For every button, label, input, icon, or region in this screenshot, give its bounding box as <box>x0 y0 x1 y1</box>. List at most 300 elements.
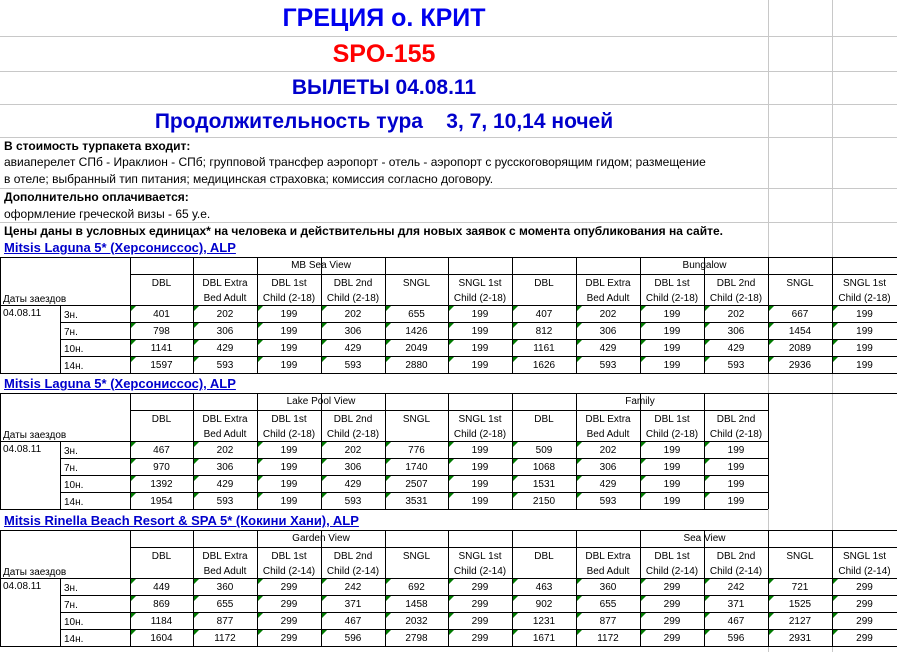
spo-code: SPO-155 <box>332 40 436 68</box>
column-header-line2: Child (2-18) <box>709 293 763 304</box>
column-header-line2: Child (2-18) <box>262 429 316 440</box>
price-cell[interactable]: 1597 <box>150 360 173 371</box>
price-cell[interactable]: 202 <box>344 309 362 320</box>
comment-marker <box>513 357 518 362</box>
price-cell[interactable]: 429 <box>344 343 362 354</box>
departures-heading: ВЫЛЕТЫ 04.08.11 <box>291 76 477 99</box>
comment-marker <box>131 630 136 635</box>
column-header <box>448 412 512 442</box>
column-header-line2: Bed Adult <box>586 566 630 577</box>
price-cell[interactable]: 199 <box>663 343 681 354</box>
comment-marker <box>322 596 327 601</box>
date-column-label: Даты заездов <box>3 430 67 441</box>
price-cell[interactable]: 202 <box>216 309 234 320</box>
hotel-name-link[interactable]: Mitsis Rinella Beach Resort & SPA 5* (Кокини Хани), ALP <box>4 513 359 528</box>
column-header <box>130 549 193 579</box>
price-cell[interactable]: 970 <box>153 462 170 473</box>
price-cell[interactable]: 199 <box>471 479 489 490</box>
comment-marker <box>386 340 391 345</box>
comment-marker <box>258 493 263 498</box>
column-header-line1: DBL 2nd <box>716 414 756 425</box>
price-cell[interactable]: 1604 <box>150 633 173 644</box>
column-header-line1: DBL 1st <box>654 414 690 425</box>
price-cell[interactable]: 1671 <box>532 633 556 644</box>
price-cell[interactable]: 199 <box>280 309 298 320</box>
price-cell[interactable]: 593 <box>344 496 362 507</box>
column-header-line2: Child (2-18) <box>709 429 763 440</box>
price-cell[interactable]: 2931 <box>788 633 812 644</box>
price-cell[interactable]: 877 <box>599 616 617 627</box>
price-cell[interactable]: 299 <box>471 633 489 644</box>
column-header <box>448 276 512 306</box>
price-cell[interactable]: 371 <box>727 599 745 610</box>
price-cell[interactable]: 199 <box>663 479 681 490</box>
comment-marker <box>449 476 454 481</box>
column-header <box>193 412 257 442</box>
comment-marker <box>769 613 774 618</box>
price-cell[interactable]: 242 <box>727 582 745 593</box>
comment-marker <box>641 493 646 498</box>
column-header-line2 <box>385 291 448 306</box>
comment-marker <box>258 630 263 635</box>
arrival-date: 04.08.11 <box>3 308 42 319</box>
column-header-line1: DBL 2nd <box>333 278 373 289</box>
column-header <box>768 276 832 306</box>
comment-marker <box>449 630 454 635</box>
comment-marker <box>449 323 454 328</box>
comment-marker <box>322 579 327 584</box>
comment-marker <box>833 306 838 311</box>
price-cell[interactable]: 202 <box>599 309 617 320</box>
price-cell[interactable]: 798 <box>153 326 170 337</box>
comment-marker <box>833 340 838 345</box>
price-cell[interactable]: 299 <box>280 582 298 593</box>
comment-marker <box>322 613 327 618</box>
price-cell[interactable]: 1184 <box>150 616 173 627</box>
price-cell[interactable]: 449 <box>153 582 170 593</box>
column-header-line1: SNGL 1st <box>458 551 502 562</box>
comment-marker <box>194 442 199 447</box>
price-cell[interactable]: 306 <box>344 326 362 337</box>
price-cell[interactable]: 467 <box>344 616 362 627</box>
comment-marker <box>705 493 710 498</box>
comment-marker <box>449 442 454 447</box>
price-cell[interactable]: 199 <box>727 445 745 456</box>
price-cell[interactable]: 1954 <box>150 496 173 507</box>
comment-marker <box>641 579 646 584</box>
comment-marker <box>513 306 518 311</box>
price-cell[interactable]: 407 <box>535 309 553 320</box>
price-cell[interactable]: 463 <box>535 582 553 593</box>
column-header-line1: DBL 1st <box>654 278 690 289</box>
price-cell[interactable]: 776 <box>408 445 425 456</box>
column-header-line2 <box>768 291 832 306</box>
column-header <box>704 412 768 442</box>
comment-marker <box>705 476 710 481</box>
comment-marker <box>641 613 646 618</box>
table-grid-line <box>768 393 769 509</box>
price-cell[interactable]: 869 <box>153 599 170 610</box>
column-header-line1: DBL <box>151 278 172 289</box>
price-cell[interactable]: 199 <box>471 343 489 354</box>
hotel-name-link[interactable]: Mitsis Laguna 5* (Херсониссос), ALP <box>4 376 236 391</box>
comment-marker <box>131 442 136 447</box>
price-cell[interactable]: 306 <box>727 326 745 337</box>
column-header-line2 <box>768 564 832 579</box>
column-header-line2: Child (2-18) <box>326 429 380 440</box>
comment-marker <box>641 306 646 311</box>
comment-marker <box>449 357 454 362</box>
column-header-line2: Child (2-18) <box>645 429 699 440</box>
price-cell[interactable]: 2150 <box>532 496 556 507</box>
price-cell[interactable]: 202 <box>216 445 234 456</box>
comment-marker <box>131 340 136 345</box>
column-header <box>257 276 321 306</box>
price-cell[interactable]: 199 <box>663 496 681 507</box>
price-cell[interactable]: 902 <box>535 599 553 610</box>
comment-marker <box>258 306 263 311</box>
price-cell[interactable]: 202 <box>344 445 362 456</box>
nights-label: 10н. <box>64 344 84 355</box>
column-header-line1: DBL Extra <box>585 278 631 289</box>
price-cell[interactable]: 199 <box>663 326 681 337</box>
price-cell[interactable]: 2032 <box>405 616 428 627</box>
comment-marker <box>705 596 710 601</box>
column-header-line2 <box>512 427 576 442</box>
price-cell[interactable]: 692 <box>408 582 425 593</box>
price-cell[interactable]: 199 <box>471 309 489 320</box>
comment-marker <box>386 357 391 362</box>
column-header-line2: Child (2-14) <box>262 566 316 577</box>
nights-label: 7н. <box>64 327 78 338</box>
divider <box>0 104 897 105</box>
price-cell[interactable]: 1740 <box>405 462 428 473</box>
comment-marker <box>194 630 199 635</box>
price-cell[interactable]: 199 <box>471 496 489 507</box>
price-cell[interactable]: 299 <box>280 633 298 644</box>
price-cell[interactable]: 199 <box>856 360 873 371</box>
price-cell[interactable]: 199 <box>280 462 298 473</box>
price-cell[interactable]: 467 <box>727 616 745 627</box>
column-header-line2: Child (2-18) <box>326 293 380 304</box>
comment-marker <box>769 323 774 328</box>
price-cell[interactable]: 299 <box>663 582 681 593</box>
price-cell[interactable]: 593 <box>727 360 745 371</box>
column-header-line2: Bed Adult <box>203 566 247 577</box>
price-cell[interactable]: 2880 <box>405 360 428 371</box>
comment-marker <box>641 323 646 328</box>
nights-label: 7н. <box>64 463 78 474</box>
price-cell[interactable]: 199 <box>280 445 298 456</box>
column-header-line2 <box>130 291 193 306</box>
comment-marker <box>513 493 518 498</box>
price-cell[interactable]: 199 <box>280 496 298 507</box>
comment-marker <box>833 579 838 584</box>
room-type-header: Bungalow <box>682 260 727 271</box>
comment-marker <box>449 613 454 618</box>
price-cell[interactable]: 429 <box>344 479 362 490</box>
price-cell[interactable]: 202 <box>727 309 745 320</box>
comment-marker <box>769 596 774 601</box>
price-cell[interactable]: 429 <box>727 343 745 354</box>
comment-marker <box>769 579 774 584</box>
table-grid-line <box>0 257 1 373</box>
column-header-line2: Child (2-18) <box>453 293 507 304</box>
price-cell[interactable]: 593 <box>344 360 362 371</box>
price-cell[interactable]: 1531 <box>532 479 556 490</box>
price-cell[interactable]: 299 <box>663 599 681 610</box>
comment-marker <box>705 459 710 464</box>
comment-marker <box>258 596 263 601</box>
comment-marker <box>577 357 582 362</box>
comment-marker <box>194 596 199 601</box>
comment-marker <box>322 476 327 481</box>
price-cell[interactable]: 299 <box>471 616 489 627</box>
price-cell[interactable]: 2936 <box>788 360 812 371</box>
price-cell[interactable]: 199 <box>856 309 873 320</box>
price-cell[interactable]: 199 <box>856 326 873 337</box>
comment-marker <box>705 340 710 345</box>
nights-label: 7н. <box>64 600 78 611</box>
comment-marker <box>386 493 391 498</box>
price-cell[interactable]: 199 <box>280 326 298 337</box>
price-cell[interactable]: 299 <box>280 616 298 627</box>
price-cell[interactable]: 1454 <box>788 326 812 337</box>
price-cell[interactable]: 199 <box>727 479 745 490</box>
price-cell[interactable]: 199 <box>663 445 681 456</box>
price-cell[interactable]: 655 <box>216 599 234 610</box>
price-cell[interactable]: 306 <box>216 462 234 473</box>
price-cell[interactable]: 593 <box>599 496 617 507</box>
column-header <box>704 549 768 579</box>
comment-marker <box>577 476 582 481</box>
price-cell[interactable]: 1141 <box>150 343 173 354</box>
price-cell[interactable]: 299 <box>663 616 681 627</box>
price-cell[interactable]: 401 <box>153 309 170 320</box>
nights-label: 10н. <box>64 480 84 491</box>
comment-marker <box>322 357 327 362</box>
price-cell[interactable]: 306 <box>216 326 234 337</box>
comment-marker <box>513 579 518 584</box>
comment-marker <box>322 306 327 311</box>
column-header-line1: DBL Extra <box>202 414 248 425</box>
comment-marker <box>577 630 582 635</box>
room-type-header: Garden View <box>292 533 350 544</box>
price-cell[interactable]: 655 <box>408 309 425 320</box>
price-cell[interactable]: 360 <box>216 582 234 593</box>
column-header-line2: Bed Adult <box>586 293 630 304</box>
price-cell[interactable]: 299 <box>280 599 298 610</box>
comment-marker <box>641 476 646 481</box>
comment-marker <box>577 596 582 601</box>
price-cell[interactable]: 1392 <box>150 479 173 490</box>
price-cell[interactable]: 667 <box>791 309 809 320</box>
comment-marker <box>194 613 199 618</box>
column-header-line2 <box>130 564 193 579</box>
price-cell[interactable]: 593 <box>216 360 234 371</box>
price-cell[interactable]: 306 <box>599 326 617 337</box>
comment-marker <box>513 613 518 618</box>
price-cell[interactable]: 199 <box>280 479 298 490</box>
price-cell[interactable]: 371 <box>344 599 362 610</box>
price-cell[interactable]: 429 <box>216 479 234 490</box>
comment-marker <box>194 357 199 362</box>
comment-marker <box>449 459 454 464</box>
comment-marker <box>641 459 646 464</box>
price-cell[interactable]: 306 <box>599 462 617 473</box>
price-cell[interactable]: 509 <box>535 445 553 456</box>
comment-marker <box>513 442 518 447</box>
comment-marker <box>386 579 391 584</box>
price-cell[interactable]: 1161 <box>533 343 555 354</box>
price-cell[interactable]: 1426 <box>405 326 428 337</box>
column-header <box>576 549 640 579</box>
price-cell[interactable]: 2127 <box>788 616 812 627</box>
price-cell[interactable]: 655 <box>599 599 617 610</box>
comment-marker <box>705 579 710 584</box>
price-cell[interactable]: 1231 <box>532 616 556 627</box>
price-cell[interactable]: 199 <box>471 360 489 371</box>
column-header-line2: Child (2-14) <box>709 566 763 577</box>
duration-heading <box>0 106 768 138</box>
comment-marker <box>131 459 136 464</box>
price-cell[interactable]: 812 <box>535 326 553 337</box>
price-cell[interactable]: 199 <box>727 496 745 507</box>
divider <box>0 36 897 37</box>
column-header-line2: Child (2-18) <box>262 293 316 304</box>
price-cell[interactable]: 242 <box>344 582 362 593</box>
extra-line: оформление греческой визы - 65 у.е. <box>4 207 211 221</box>
price-cell[interactable]: 360 <box>599 582 617 593</box>
price-cell[interactable]: 199 <box>856 343 873 354</box>
price-cell[interactable]: 1458 <box>405 599 428 610</box>
column-header-line1: DBL Extra <box>202 278 248 289</box>
price-cell[interactable]: 202 <box>599 445 617 456</box>
comment-marker <box>577 579 582 584</box>
column-header-line2: Child (2-14) <box>326 566 380 577</box>
comment-marker <box>194 340 199 345</box>
column-header-line2: Child (2-18) <box>838 293 891 304</box>
price-cell[interactable]: 1626 <box>532 360 556 371</box>
price-cell[interactable]: 429 <box>599 343 617 354</box>
price-cell[interactable]: 306 <box>344 462 362 473</box>
date-column-label: Даты заездов <box>3 567 67 578</box>
price-cell[interactable]: 593 <box>216 496 234 507</box>
price-cell[interactable]: 593 <box>599 360 617 371</box>
table-grid-line <box>0 530 1 646</box>
price-cell[interactable]: 199 <box>471 445 489 456</box>
price-cell[interactable]: 2049 <box>405 343 428 354</box>
price-cell[interactable]: 199 <box>663 462 681 473</box>
price-cell[interactable]: 199 <box>727 462 745 473</box>
column-header-line1: DBL <box>151 551 172 562</box>
column-header <box>385 276 448 306</box>
column-header <box>512 412 576 442</box>
price-cell[interactable]: 299 <box>856 599 873 610</box>
comment-marker <box>258 459 263 464</box>
arrival-date: 04.08.11 <box>3 444 42 455</box>
nights-label: 3н. <box>64 583 78 594</box>
price-cell[interactable]: 199 <box>471 462 489 473</box>
column-header <box>576 412 640 442</box>
price-cell[interactable]: 299 <box>663 633 681 644</box>
price-cell[interactable]: 1525 <box>788 599 812 610</box>
column-header-line1: DBL 2nd <box>333 414 373 425</box>
comment-marker <box>577 306 582 311</box>
comment-marker <box>131 357 136 362</box>
comment-marker <box>258 340 263 345</box>
price-cell[interactable]: 299 <box>471 599 489 610</box>
comment-marker <box>513 340 518 345</box>
includes-heading: В стоимость турпакета входит: <box>4 139 191 153</box>
includes-line-2: в отеле; выбранный тип питания; медицинская страховка; комиссия согласно договору. <box>4 172 494 186</box>
price-cell[interactable]: 1172 <box>214 633 236 644</box>
column-header-line2: Child (2-14) <box>838 566 891 577</box>
price-cell[interactable]: 2507 <box>405 479 428 490</box>
price-cell[interactable]: 199 <box>663 360 681 371</box>
comment-marker <box>386 306 391 311</box>
price-cell[interactable]: 2798 <box>405 633 428 644</box>
price-cell[interactable]: 299 <box>856 582 873 593</box>
price-cell[interactable]: 596 <box>727 633 745 644</box>
price-cell[interactable]: 1068 <box>532 462 556 473</box>
comment-marker <box>386 442 391 447</box>
price-cell[interactable]: 1172 <box>597 633 619 644</box>
price-cell[interactable]: 2089 <box>788 343 812 354</box>
price-cell[interactable]: 199 <box>280 360 298 371</box>
comment-marker <box>322 340 327 345</box>
column-header <box>704 276 768 306</box>
table-grid-line <box>60 305 61 373</box>
column-header <box>130 412 193 442</box>
comment-marker <box>449 596 454 601</box>
column-header <box>385 549 448 579</box>
price-cell[interactable]: 299 <box>471 582 489 593</box>
price-cell[interactable]: 467 <box>153 445 170 456</box>
price-cell[interactable]: 299 <box>856 616 873 627</box>
comment-marker <box>705 306 710 311</box>
column-header-line2 <box>512 291 576 306</box>
price-cell[interactable]: 199 <box>471 326 489 337</box>
column-header-line1: SNGL <box>402 551 431 562</box>
column-header-line1: DBL <box>534 278 554 289</box>
hotel-name-link[interactable]: Mitsis Laguna 5* (Херсониссос), ALP <box>4 240 236 255</box>
column-header-line1: DBL Extra <box>585 551 631 562</box>
comment-marker <box>194 459 199 464</box>
comment-marker <box>386 323 391 328</box>
table-grid-line <box>130 547 897 548</box>
column-header <box>321 549 385 579</box>
column-header-line1: DBL 1st <box>271 551 307 562</box>
comment-marker <box>194 476 199 481</box>
price-cell[interactable]: 429 <box>216 343 234 354</box>
column-header-line1: DBL 1st <box>271 414 307 425</box>
price-cell[interactable]: 199 <box>663 309 681 320</box>
price-cell[interactable]: 429 <box>599 479 617 490</box>
comment-marker <box>194 493 199 498</box>
price-cell[interactable]: 721 <box>791 582 809 593</box>
column-header-line1: SNGL 1st <box>458 278 502 289</box>
price-cell[interactable]: 199 <box>280 343 298 354</box>
price-cell[interactable]: 596 <box>344 633 362 644</box>
price-cell[interactable]: 299 <box>856 633 873 644</box>
column-header <box>640 276 704 306</box>
comment-marker <box>131 596 136 601</box>
column-header <box>640 412 704 442</box>
duration-label: Продолжительность тура <box>154 110 423 133</box>
price-cell[interactable]: 3531 <box>405 496 428 507</box>
price-cell[interactable]: 877 <box>216 616 234 627</box>
